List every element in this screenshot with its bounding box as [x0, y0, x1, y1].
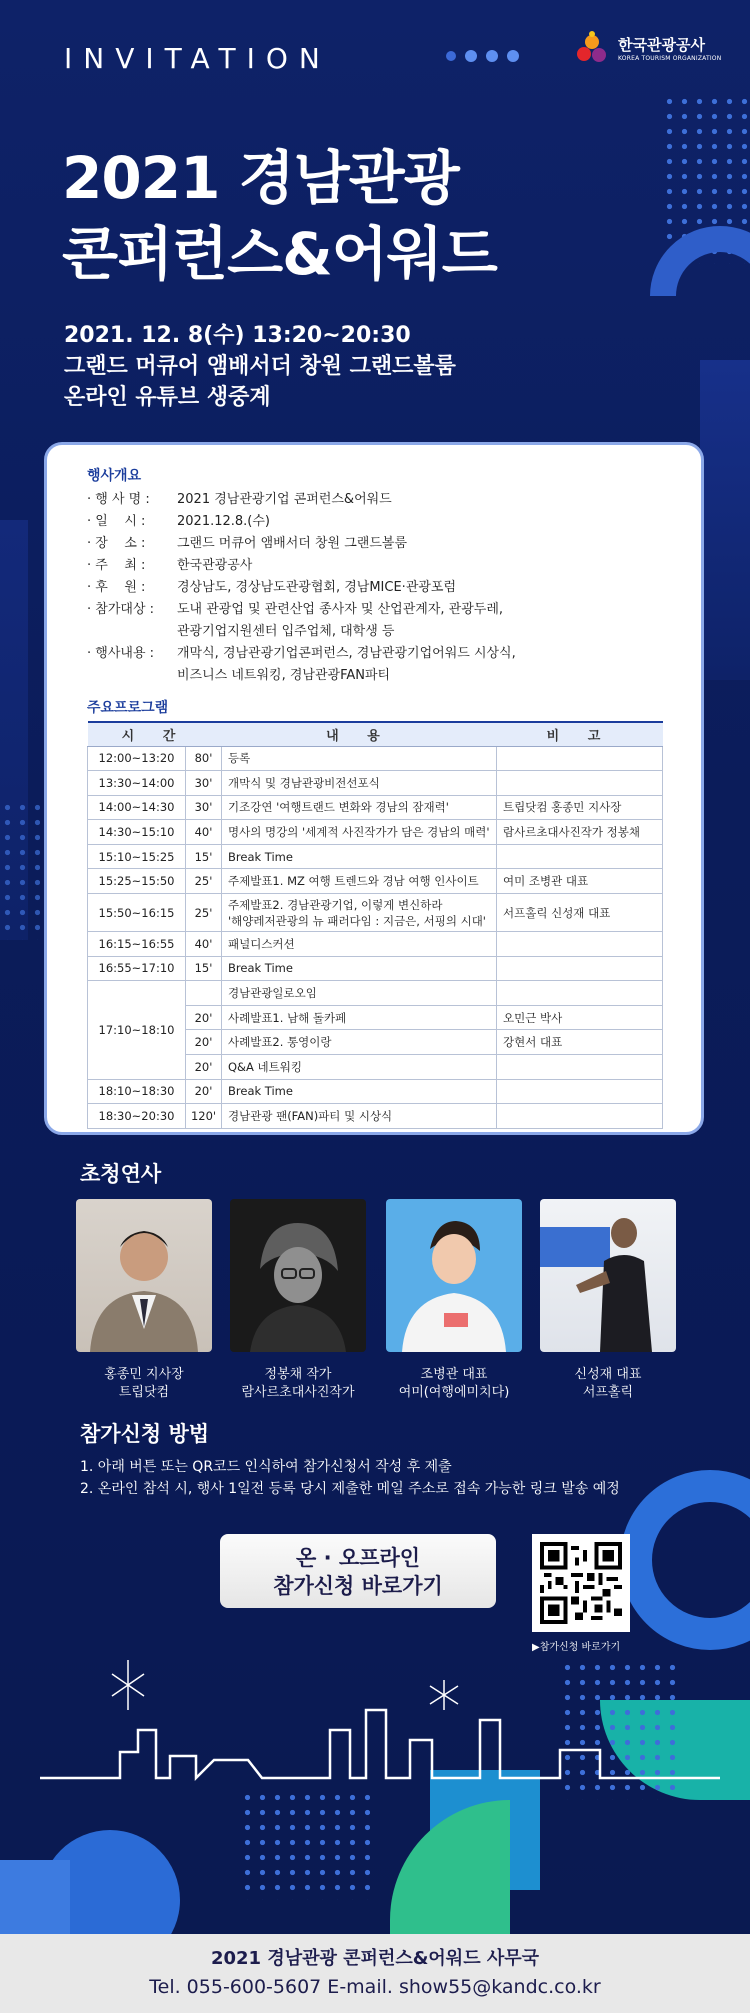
- program-time: 16:55~17:10: [88, 956, 186, 981]
- program-time: 18:10~18:30: [88, 1079, 186, 1104]
- program-time: 12:00~13:20: [88, 746, 186, 771]
- program-time: 15:50~16:15: [88, 894, 186, 932]
- program-duration: 120': [186, 1104, 222, 1129]
- dot-pattern-bottom-center: [240, 1790, 370, 1900]
- overview-value: 한국관광공사: [177, 558, 253, 573]
- program-content: Q&A 네트워킹: [222, 1055, 497, 1080]
- city-skyline-line: [0, 1660, 750, 1800]
- apply-button-line2: 참가신청 바로가기: [273, 1574, 443, 1598]
- kto-logo-text: 한국관광공사: [618, 36, 705, 54]
- program-duration: 30': [186, 795, 222, 820]
- speaker-name: [76, 1366, 212, 1402]
- speaker-photo: [386, 1199, 522, 1352]
- program-content: 경남관광일로오임: [222, 981, 497, 1006]
- apply-heading: 참가신청 방법: [80, 1422, 210, 1446]
- column-time: 시 간: [88, 722, 222, 746]
- footer: [0, 1934, 750, 2013]
- speaker-card: [386, 1199, 522, 1402]
- program-table: [87, 721, 663, 1129]
- green-quarter-bottom: [390, 1800, 510, 1934]
- program-row: [88, 795, 663, 820]
- program-duration: 20': [186, 1055, 222, 1080]
- apply-button-line1: 온 · 오프라인: [295, 1546, 421, 1570]
- speaker-name-text: 신성재 대표: [574, 1367, 642, 1382]
- program-content: [222, 894, 497, 932]
- program-duration: 30': [186, 771, 222, 796]
- program-duration: 20': [186, 1030, 222, 1055]
- overview-heading: 행사개요: [87, 468, 142, 484]
- program-duration: 25': [186, 894, 222, 932]
- speaker-org-text: 람사르초대사진작가: [241, 1385, 355, 1400]
- overview-label: · 참가대상 :: [87, 602, 155, 617]
- speaker-org-text: 서프홀릭: [582, 1385, 634, 1400]
- overview-list: [87, 489, 677, 687]
- apply-steps: [80, 1456, 620, 1500]
- program-duration: 80': [186, 746, 222, 771]
- program-row: [88, 771, 663, 796]
- event-datetime: 2021. 12. 8(수) 13:20~20:30: [64, 323, 411, 348]
- dot-row-decoration: [446, 50, 519, 62]
- program-content-subtext: '해양레저관광의 뉴 패러다임 : 지금은, 서핑의 시대': [228, 913, 486, 928]
- program-duration: 20': [186, 1079, 222, 1104]
- program-note: [497, 771, 663, 796]
- overview-value: 경상남도, 경상남도관광협회, 경남MICE·관광포럼: [177, 580, 457, 595]
- program-note: [497, 1079, 663, 1104]
- program-duration: 20': [186, 1005, 222, 1030]
- speaker-name: [230, 1366, 366, 1402]
- overview-row: [87, 665, 677, 687]
- program-duration: 40': [186, 932, 222, 957]
- speaker-org-text: 여미(여행에미치다): [398, 1385, 510, 1400]
- program-time: 14:30~15:10: [88, 820, 186, 845]
- qr-code-icon: [540, 1542, 622, 1624]
- column-note: 비 고: [497, 722, 663, 746]
- event-title-line2: 콘퍼런스&어워드: [62, 220, 497, 288]
- program-content-text: 등록: [228, 751, 251, 766]
- program-content: Break Time: [222, 1079, 497, 1104]
- footer-office: 2021 경남관광 콘퍼런스&어워드 사무국: [210, 1948, 540, 1969]
- program-row: [88, 932, 663, 957]
- kto-logo-subtext: KOREA TOURISM ORGANIZATION: [618, 55, 722, 62]
- speaker-name: [386, 1366, 522, 1402]
- footer-contact: Tel. 055-600-5607 E-mail. show55@kandc.co.kr: [149, 1976, 601, 1998]
- speaker-card: [76, 1199, 212, 1402]
- program-row: [88, 1079, 663, 1104]
- overview-row: [87, 489, 677, 511]
- program-content: [222, 820, 497, 845]
- speaker-card: [230, 1199, 366, 1402]
- program-content: 경남관광 팬(FAN)파티 및 시상식: [222, 1104, 497, 1129]
- event-info-card: [44, 442, 704, 1135]
- overview-label: [87, 621, 177, 643]
- program-content-text: Break Time: [228, 961, 293, 976]
- program-time: 13:30~14:00: [88, 771, 186, 796]
- overview-label: · 장 소 :: [87, 536, 146, 551]
- speaker-name-text: 홍종민 지사장: [104, 1367, 184, 1382]
- qr-caption[interactable]: ▶참가신청 바로가기: [532, 1642, 621, 1653]
- program-note: [497, 981, 663, 1006]
- program-content-text: 패널디스커션: [228, 936, 295, 951]
- program-duration: [186, 981, 222, 1006]
- program-table-header: [88, 722, 663, 746]
- ring-shape-bottom-right: [620, 1470, 750, 1650]
- overview-value: 개막식, 경남관광기업콘퍼런스, 경남관광기업어워드 시상식,: [177, 646, 516, 661]
- program-duration: 40': [186, 820, 222, 845]
- overview-value: 2021 경남관광기업 콘퍼런스&어워드: [177, 492, 392, 507]
- program-content: [222, 771, 497, 796]
- event-title-line1: 2021 경남관광: [62, 144, 459, 212]
- event-title: [62, 140, 497, 292]
- column-content: 내 용: [222, 722, 497, 746]
- program-time: 17:10~18:10: [88, 981, 186, 1079]
- program-note: 강현서 대표: [497, 1030, 663, 1055]
- event-venue: 그랜드 머큐어 앰배서더 창원 그랜드볼룸: [64, 354, 456, 379]
- speaker-name: [540, 1366, 676, 1402]
- speakers-heading: 초청연사: [80, 1162, 162, 1186]
- program-note: 람사르초대사진작가 정봉채: [497, 820, 663, 845]
- program-time: 18:30~20:30: [88, 1104, 186, 1129]
- program-content-text: 개막식 및 경남관광비전선포식: [228, 775, 380, 790]
- overview-value: 2021.12.8.(수): [177, 514, 270, 529]
- speaker-photo: [230, 1199, 366, 1352]
- overview-row: [87, 555, 677, 577]
- speaker-name-text: 조병관 대표: [420, 1367, 488, 1382]
- speaker-name-text: 정봉채 작가: [264, 1367, 332, 1382]
- program-content: [222, 795, 497, 820]
- speaker-photo: [76, 1199, 212, 1352]
- program-content-text: 기조강연 '여행트랜드 변화와 경남의 잠재력': [228, 800, 449, 815]
- apply-button[interactable]: [220, 1534, 496, 1608]
- overview-value: 그랜드 머큐어 앰배서더 창원 그랜드볼룸: [177, 536, 408, 551]
- invitation-label: INVITATION: [64, 42, 331, 75]
- kto-logo[interactable]: [572, 28, 721, 68]
- program-note: [497, 932, 663, 957]
- program-content-text: Break Time: [228, 849, 293, 864]
- program-time: 16:15~16:55: [88, 932, 186, 957]
- program-content: 사례발표2. 통영이랑: [222, 1030, 497, 1055]
- overview-row: [87, 643, 677, 665]
- program-row: [88, 894, 663, 932]
- speaker-card: [540, 1199, 676, 1402]
- program-duration: 15': [186, 956, 222, 981]
- program-content-text: 주제발표2. 경남관광기업, 이렇게 변신하라: [228, 897, 443, 912]
- event-summary: [64, 320, 456, 413]
- apply-qr-code[interactable]: [532, 1534, 630, 1632]
- apply-step-2: 2. 온라인 참석 시, 행사 1일전 등록 당시 제출한 메일 주소로 접속 가능한 링크 발송 예정: [80, 1481, 620, 1497]
- program-duration: 15': [186, 844, 222, 869]
- program-content-text: 명사의 명강의 '세계적 사진작가가 담은 경남의 매력': [228, 825, 490, 840]
- program-note: 여미 조병관 대표: [497, 869, 663, 894]
- program-heading: 주요프로그램: [87, 700, 169, 716]
- overview-label: · 행사내용 :: [87, 646, 155, 661]
- overview-label: · 행 사 명 :: [87, 492, 150, 507]
- bar-shape-right: [700, 360, 750, 680]
- program-content: [222, 956, 497, 981]
- program-row: [88, 844, 663, 869]
- overview-row: [87, 577, 677, 599]
- program-content: 사례발표1. 남해 돌카페: [222, 1005, 497, 1030]
- overview-value: 관광기업지원센터 입주업체, 대학생 등: [177, 624, 395, 639]
- program-time: 15:10~15:25: [88, 844, 186, 869]
- program-note: [497, 746, 663, 771]
- program-note: [497, 844, 663, 869]
- program-content-text: 주제발표1. MZ 여행 트렌드와 경남 여행 인사이트: [228, 874, 479, 889]
- speaker-org-text: 트립닷컴: [118, 1385, 170, 1400]
- program-time: 15:25~15:50: [88, 869, 186, 894]
- program-content: [222, 932, 497, 957]
- overview-label: · 후 원 :: [87, 580, 146, 595]
- event-stream: 온라인 유튜브 생중계: [64, 385, 271, 410]
- program-note: [497, 956, 663, 981]
- overview-row: [87, 533, 677, 555]
- program-row: [88, 746, 663, 771]
- kto-logo-mark-icon: [572, 28, 612, 68]
- program-duration: 25': [186, 869, 222, 894]
- overview-value: 비즈니스 네트워킹, 경남관광FAN파티: [177, 668, 391, 683]
- program-content: [222, 844, 497, 869]
- program-content: [222, 869, 497, 894]
- program-row: [88, 1104, 663, 1129]
- program-note: 오민근 박사: [497, 1005, 663, 1030]
- program-note: 서프홀릭 신성재 대표: [497, 894, 663, 932]
- speaker-photo: [540, 1199, 676, 1352]
- overview-value: 도내 관광업 및 관련산업 종사자 및 산업관계자, 관광두레,: [177, 602, 504, 617]
- overview-row: [87, 621, 677, 643]
- dot-pattern-left: [0, 800, 40, 940]
- program-row: [88, 981, 663, 1006]
- program-note: [497, 1104, 663, 1129]
- overview-label: · 일 시 :: [87, 514, 146, 529]
- program-time: 14:00~14:30: [88, 795, 186, 820]
- speakers-list: [76, 1199, 676, 1399]
- overview-label: [87, 665, 177, 687]
- overview-row: [87, 599, 677, 621]
- overview-row: [87, 511, 677, 533]
- program-row: [88, 820, 663, 845]
- program-row: [88, 956, 663, 981]
- program-note: [497, 1055, 663, 1080]
- apply-step-1: 1. 아래 버튼 또는 QR코드 인식하여 참가신청서 작성 후 제출: [80, 1459, 452, 1475]
- program-row: [88, 869, 663, 894]
- program-note: 트립닷컴 홍종민 지사장: [497, 795, 663, 820]
- overview-label: · 주 최 :: [87, 558, 146, 573]
- program-content: [222, 746, 497, 771]
- blue-block-bottom-left: [0, 1860, 70, 1934]
